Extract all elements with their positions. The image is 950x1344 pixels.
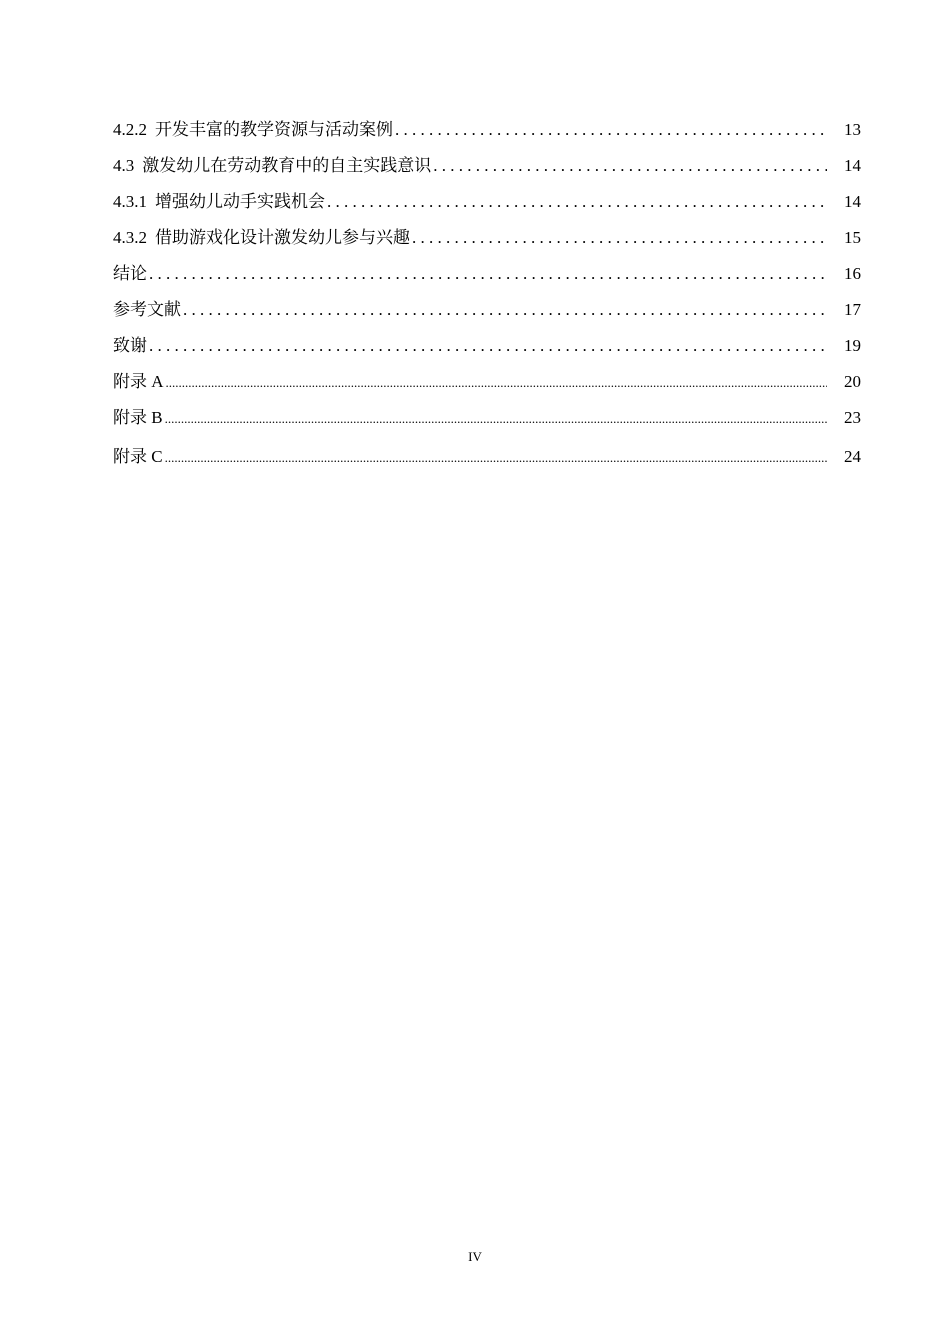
toc-entry-label: 激发幼儿在劳动教育中的自主实践意识 — [142, 156, 432, 175]
toc-entry-label: 增强幼儿动手实践机会 — [155, 192, 325, 211]
toc-entry-label: 借助游戏化设计激发幼儿参与兴趣 — [155, 228, 410, 247]
dot-leader — [149, 334, 827, 358]
dot-leader — [165, 445, 827, 470]
toc-entry-number: 4.3 — [113, 156, 135, 175]
toc-entry-label: 致谢 — [113, 336, 147, 355]
toc-entry-title — [113, 298, 181, 322]
toc-entry-number: 4.3.1 — [113, 192, 147, 211]
toc-entry-title — [113, 154, 431, 178]
dot-leader — [165, 406, 827, 431]
dot-leader — [395, 118, 827, 142]
toc-entry[interactable] — [113, 118, 861, 154]
toc-entry[interactable] — [113, 262, 861, 298]
toc-entry-page: 20 — [844, 372, 861, 391]
toc-entry-page: 24 — [844, 447, 861, 466]
toc-entry-page: 23 — [844, 408, 861, 427]
toc-entry-label: 附录 C — [113, 447, 163, 466]
toc-entry-label: 附录 B — [113, 408, 163, 427]
toc-entry-title — [113, 445, 163, 469]
toc-entry[interactable] — [113, 190, 861, 226]
toc-entry-page: 14 — [844, 156, 861, 175]
table-of-contents — [113, 118, 861, 481]
toc-entry-page: 17 — [844, 300, 861, 319]
toc-entry-label: 参考文献 — [113, 300, 181, 319]
toc-entry-title — [113, 118, 393, 142]
dot-leader — [183, 298, 827, 322]
toc-entry-label: 附录 A — [113, 372, 164, 391]
toc-entry-page: 16 — [844, 264, 861, 283]
toc-entry-title — [113, 262, 147, 286]
toc-entry-page: 15 — [844, 228, 861, 247]
toc-entry-title — [113, 370, 164, 394]
toc-entry[interactable] — [113, 370, 861, 406]
toc-entry-title — [113, 190, 325, 214]
toc-entry[interactable] — [113, 154, 861, 190]
toc-entry-page: 14 — [844, 192, 861, 211]
toc-entry-label: 结论 — [113, 264, 147, 283]
toc-entry-title — [113, 406, 163, 430]
toc-entry[interactable] — [113, 298, 861, 334]
toc-entry[interactable] — [113, 445, 861, 481]
dot-leader — [433, 154, 827, 178]
toc-entry[interactable] — [113, 334, 861, 370]
dot-leader — [412, 226, 827, 250]
toc-entry-page: 19 — [844, 336, 861, 355]
toc-entry-label: 开发丰富的教学资源与活动案例 — [155, 120, 393, 139]
dot-leader — [327, 190, 827, 214]
toc-entry[interactable] — [113, 406, 861, 442]
toc-entry-page: 13 — [844, 120, 861, 139]
dot-leader — [166, 370, 827, 395]
toc-entry-title — [113, 334, 147, 358]
page-number: IV — [468, 1249, 482, 1264]
toc-entry-number: 4.3.2 — [113, 228, 147, 247]
dot-leader — [149, 262, 827, 286]
toc-entry[interactable] — [113, 226, 861, 262]
toc-entry-number: 4.2.2 — [113, 120, 147, 139]
toc-entry-title — [113, 226, 410, 250]
